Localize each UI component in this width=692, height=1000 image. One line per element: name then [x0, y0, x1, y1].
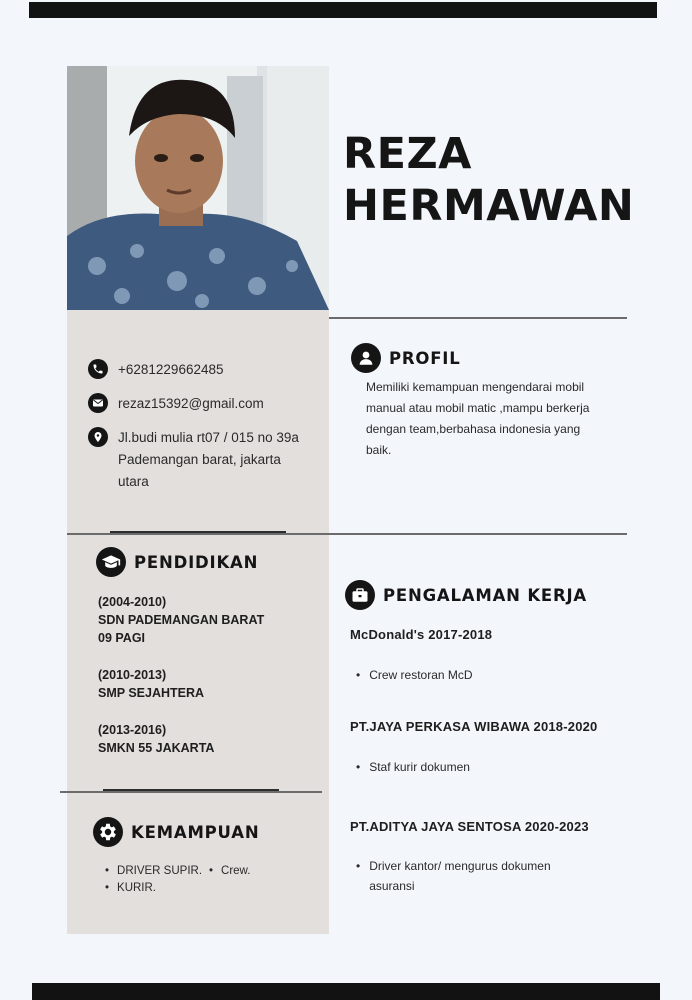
job-detail-text: Staf kurir dokumen [369, 760, 470, 774]
job-detail: • Staf kurir dokumen [356, 757, 470, 777]
education-years: (2010-2013) [98, 668, 167, 682]
education-years: (2004-2010) [98, 595, 167, 609]
skills-title-text: KEMAMPUAN [131, 822, 260, 842]
contact-address [88, 427, 299, 493]
skill-item: • Crew. [209, 865, 250, 877]
divider-top-right [329, 317, 627, 319]
job-detail-line: asuransi [369, 879, 415, 893]
email-address: rezaz15392@gmail.com [118, 396, 264, 411]
job-detail-line: Driver kantor/ mengurus dokumen [369, 859, 551, 873]
education-section-title [96, 547, 258, 577]
job-detail-text: Crew restoran McD [369, 668, 473, 682]
gear-icon [93, 817, 123, 847]
job-title: PT.ADITYA JAYA SENTOSA 2020-2023 [350, 819, 589, 834]
education-item [98, 721, 214, 757]
bottom-decorative-bar [32, 983, 660, 1000]
divider-middle [67, 533, 627, 535]
first-name: REZA [343, 129, 472, 179]
job-detail-text [369, 856, 550, 896]
skill-item: • KURIR. [105, 882, 156, 894]
skills-section-title [93, 817, 259, 847]
experience-title-text: PENGALAMAN KERJA [383, 585, 587, 605]
top-decorative-bar [29, 2, 657, 18]
phone-icon [88, 359, 108, 379]
graduation-cap-icon [96, 547, 126, 577]
contact-phone [88, 359, 224, 381]
education-item [98, 666, 204, 702]
email-icon [88, 393, 108, 413]
profile-line: Memiliki kemampuan mengendarai mobil [366, 380, 585, 394]
education-title-text: PENDIDIKAN [134, 552, 259, 572]
divider-sidebar [60, 791, 322, 793]
address-line-1: Jl.budi mulia rt07 / 015 no 39a [118, 430, 299, 445]
profile-section-title [351, 343, 461, 373]
education-years: (2013-2016) [98, 723, 167, 737]
job-title: McDonald's 2017-2018 [350, 627, 493, 642]
education-school: SMKN 55 JAKARTA [98, 741, 215, 755]
briefcase-icon [345, 580, 375, 610]
profile-photo [67, 66, 329, 310]
address-line-3: utara [118, 474, 149, 489]
phone-number: +6281229662485 [118, 362, 224, 377]
user-icon [351, 343, 381, 373]
full-name-heading [343, 128, 634, 232]
job-detail: • Crew restoran McD [356, 665, 473, 685]
profile-title-text: PROFIL [389, 348, 461, 368]
profile-line: manual atau mobil matic ,mampu berkerja [366, 401, 590, 415]
profile-line: dengan team,berbahasa indonesia yang [366, 422, 581, 436]
location-pin-icon [88, 427, 108, 447]
job-title: PT.JAYA PERKASA WIBAWA 2018-2020 [350, 719, 598, 734]
experience-section-title [345, 580, 587, 610]
education-school: SMP SEJAHTERA [98, 686, 205, 700]
contact-email [88, 393, 264, 415]
education-school: SDN PADEMANGAN BARAT [98, 613, 265, 627]
address-text [118, 427, 299, 493]
education-school-cont: 09 PAGI [98, 631, 146, 645]
skill-item: • DRIVER SUPIR. [105, 865, 202, 877]
profile-description [366, 377, 628, 461]
education-item [98, 593, 264, 647]
profile-line: baik. [366, 443, 392, 457]
last-name: HERMAWAN [343, 181, 635, 231]
job-detail: • Driver kantor/ mengurus dokumen asuransi [356, 856, 551, 896]
address-line-2: Pademangan barat, jakarta [118, 452, 281, 467]
